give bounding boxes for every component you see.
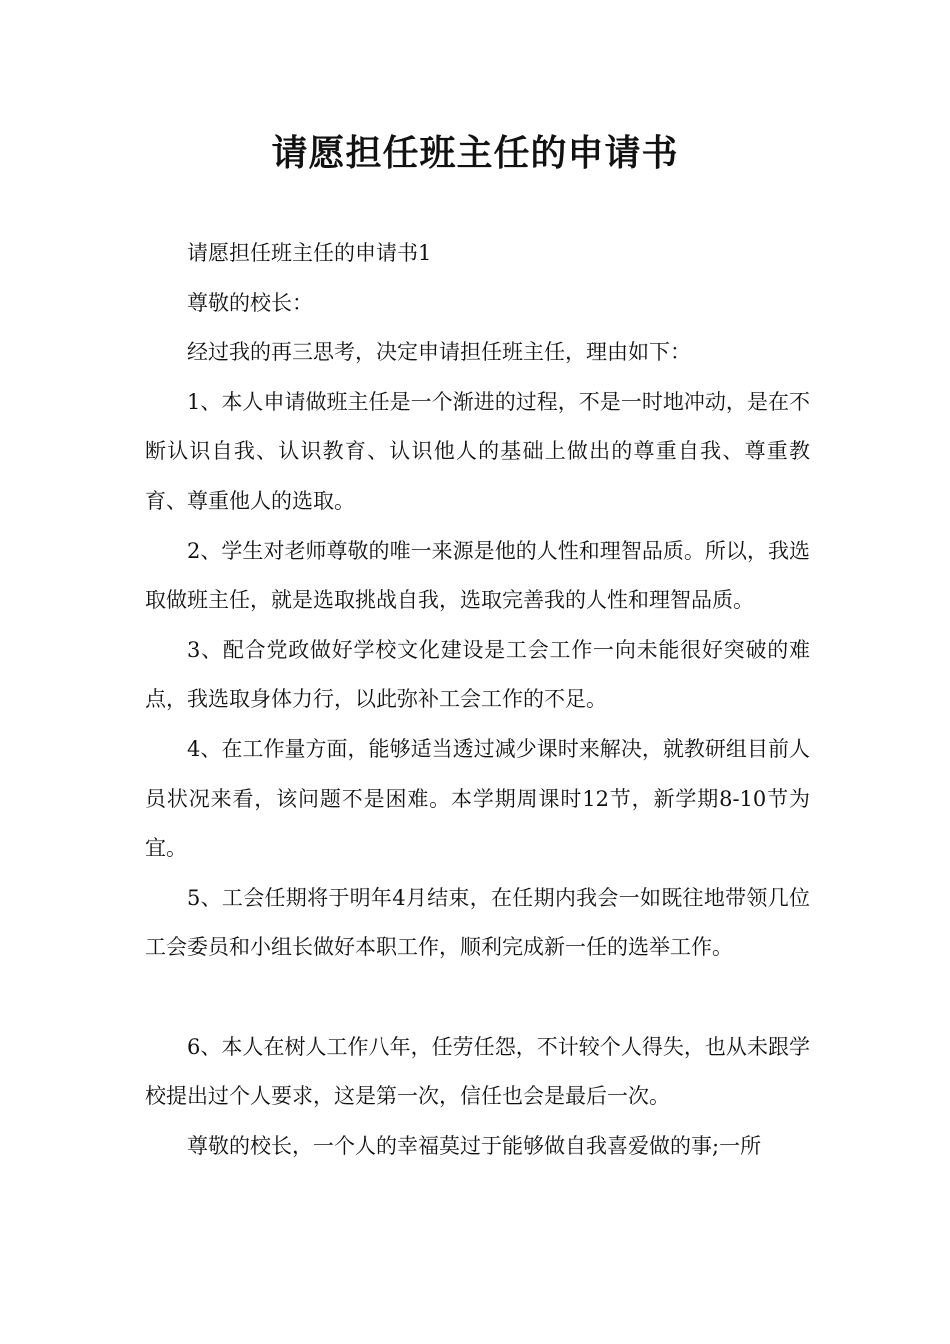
intro-paragraph: 经过我的再三思考，决定申请担任班主任，理由如下： bbox=[187, 340, 691, 365]
reason-paragraph-6: 6、本人在树人工作八年，任劳任怨，不计较个人得失，也从未跟学校提出过个人要求，这是第一次，信任也会是最后一次。 bbox=[145, 1034, 810, 1109]
reason-paragraph-5: 5、工会任期将于明年4月结束，在任期内我会一如既往地带领几位工会委员和小组长做好本职工作，顺利完成新一任的选举工作。 bbox=[145, 885, 810, 960]
closing-paragraph: 尊敬的校长，一个人的幸福莫过于能够做自我喜爱做的事;一所 bbox=[187, 1133, 762, 1158]
document-body bbox=[145, 229, 810, 1171]
subtitle-paragraph: 请愿担任班主任的申请书1 bbox=[187, 241, 432, 265]
salutation-paragraph: 尊敬的校长： bbox=[187, 290, 313, 315]
reason-paragraph-1: 1、本人申请做班主任是一个渐进的过程，不是一时地冲动，是在不断认识自我、认识教育、认识他人的基础上做出的尊重自我、尊重教育、尊重他人的选取。 bbox=[145, 389, 810, 513]
reason-paragraph-4: 4、在工作量方面，能够适当透过减少课时来解决，就教研组目前人员状况来看，该问题不是困难。本学期周课时12节，新学期8-10节为宜。 bbox=[145, 736, 810, 861]
reason-paragraph-2: 2、学生对老师尊敬的唯一来源是他的人性和理智品质。所以，我选取做班主任，就是选取挑战自我，选取完善我的人性和理智品质。 bbox=[145, 538, 810, 613]
reason-paragraph-3: 3、配合党政做好学校文化建设是工会工作一向未能很好突破的难点，我选取身体力行，以此弥补工会工作的不足。 bbox=[145, 637, 810, 712]
document-title: 请愿担任班主任的申请书 bbox=[271, 133, 679, 174]
